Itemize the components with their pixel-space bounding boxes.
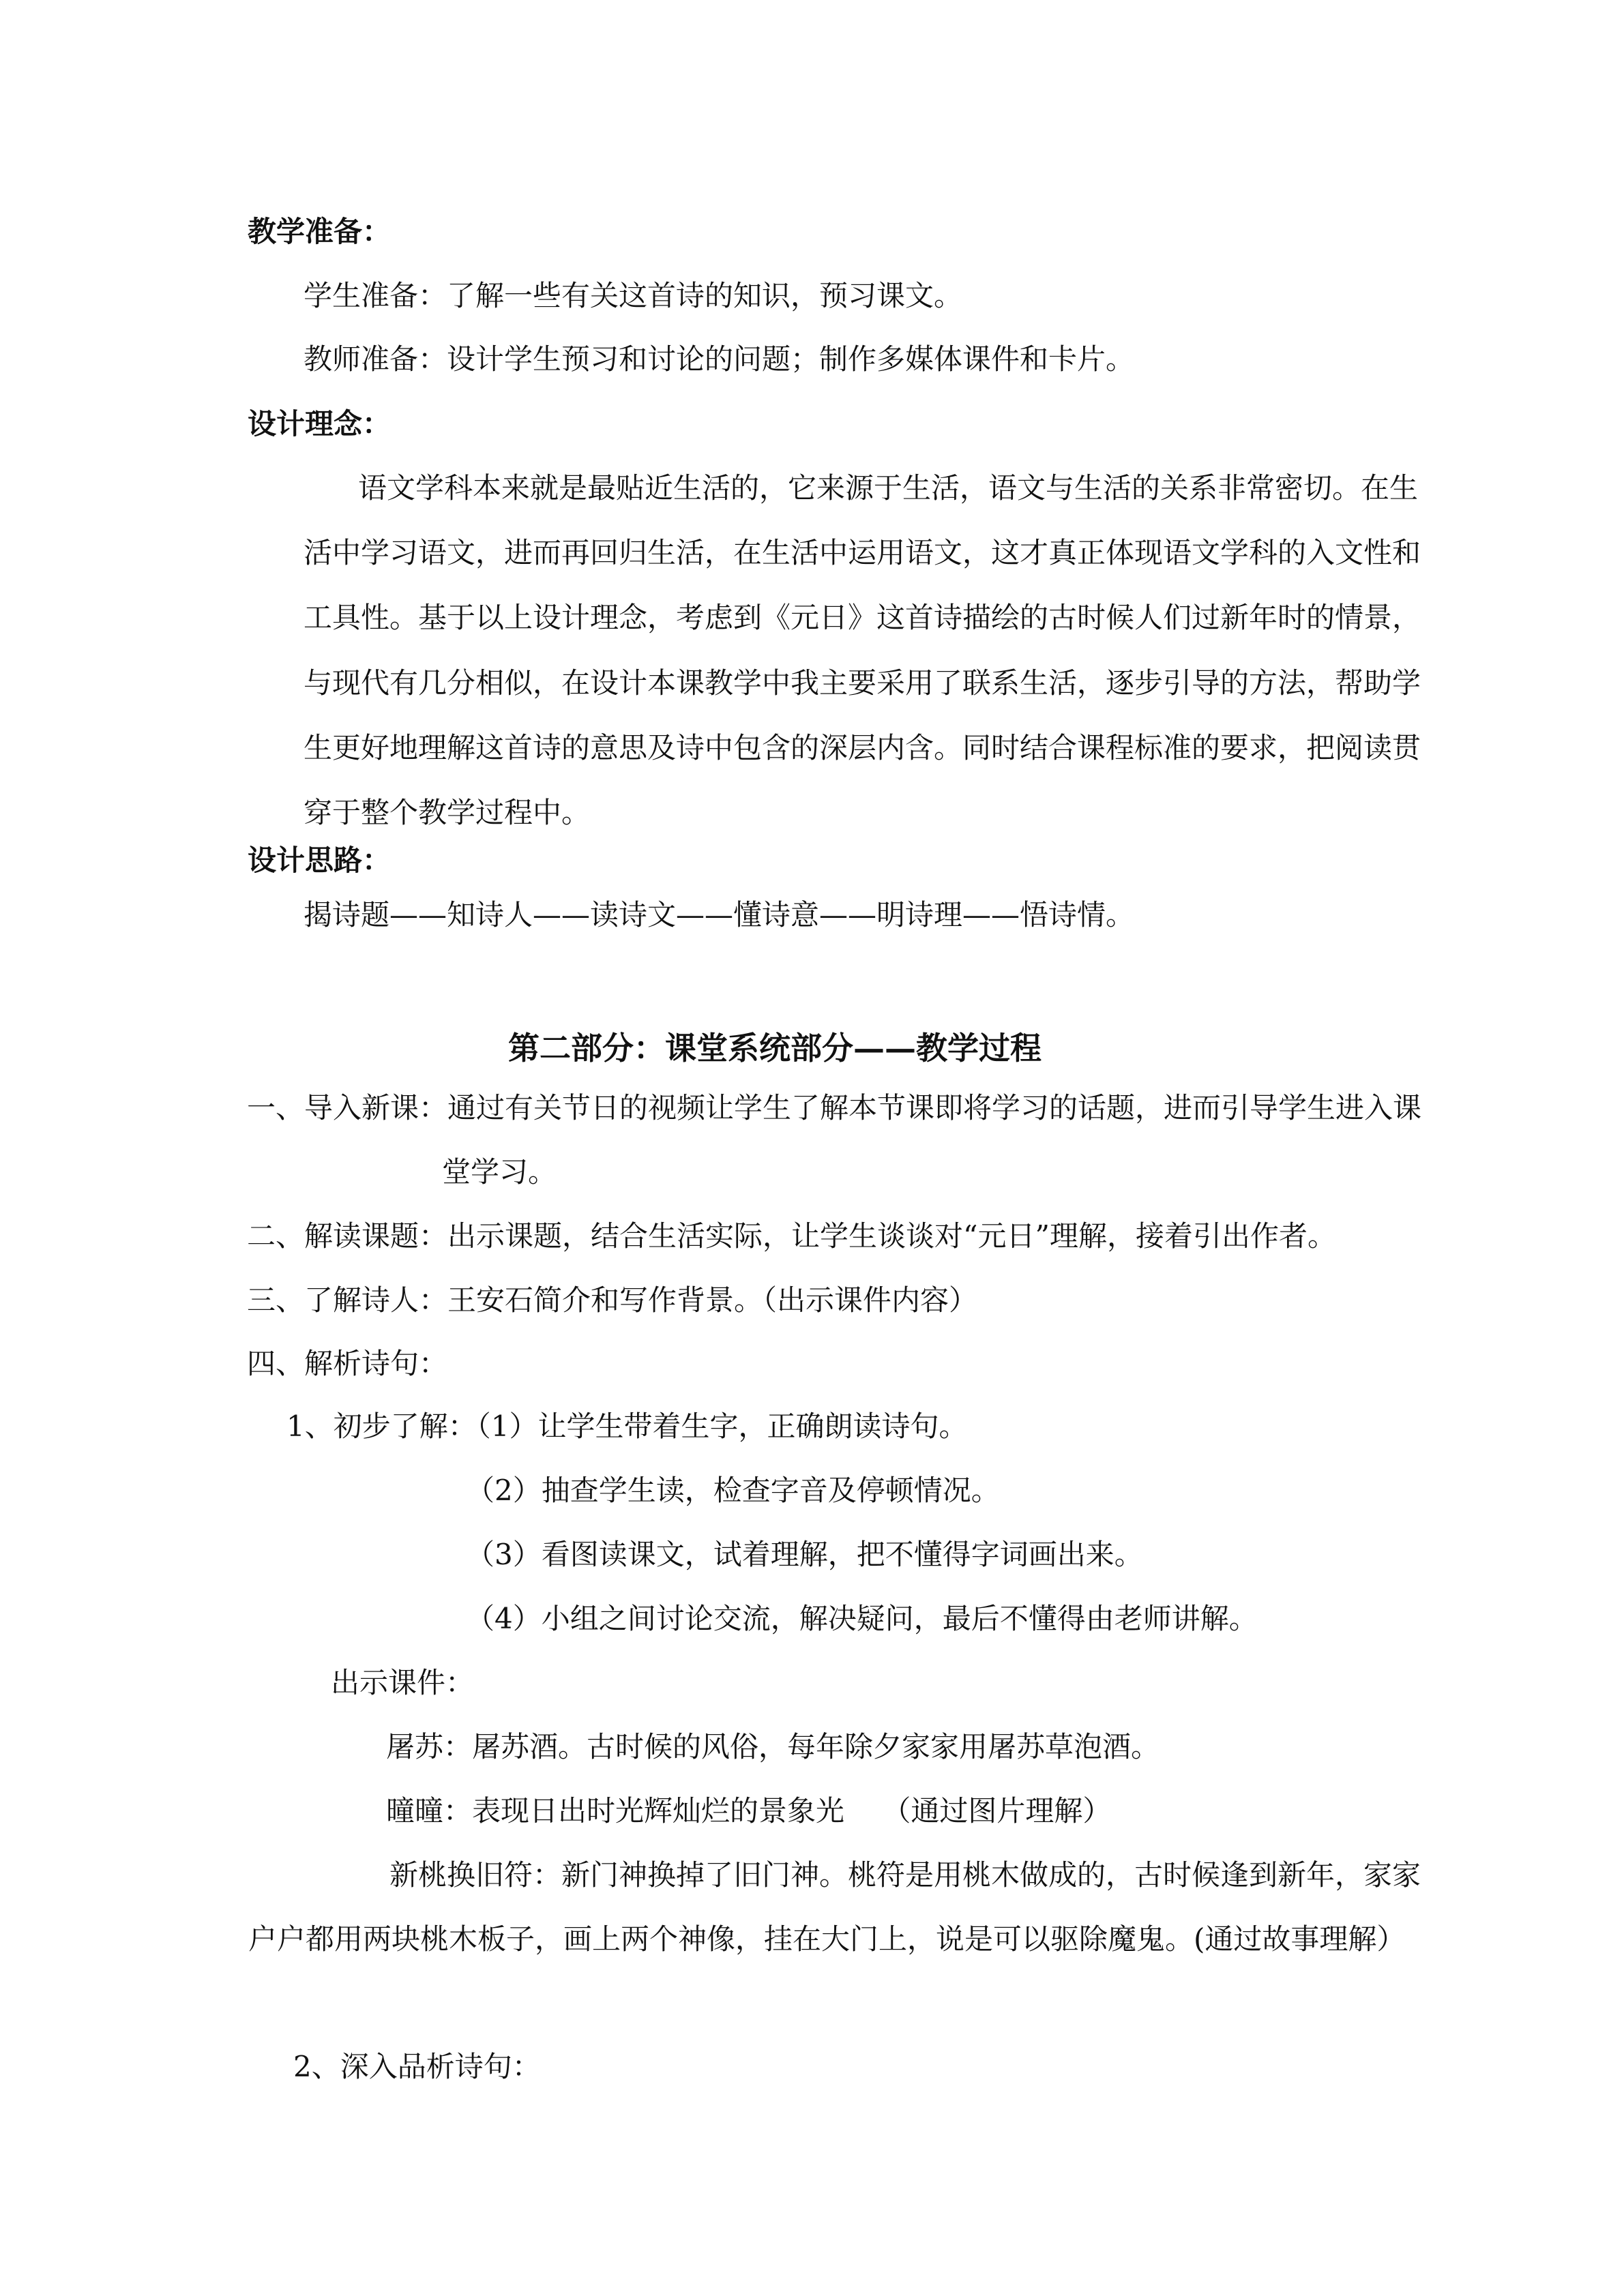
sub2: 2、深入品析诗句： bbox=[293, 2050, 541, 2083]
prep-heading: 教学准备： bbox=[248, 215, 392, 248]
approach-heading: 设计思路： bbox=[248, 844, 392, 877]
concept-line: 生更好地理解这首诗的意思及诗中包含的深层内含。同时结合课程标准的要求，把阅读贯 bbox=[304, 731, 1421, 764]
step1-line2: 堂学习。 bbox=[442, 1155, 557, 1189]
courseware-label: 出示课件： bbox=[331, 1666, 475, 1699]
part-two-title: 第二部分：课堂系统部分——教学过程 bbox=[508, 1030, 1042, 1067]
concept-line: 穿于整个教学过程中。 bbox=[304, 796, 591, 829]
approach-text: 揭诗题——知诗人——读诗文——懂诗意——明诗理——悟诗情。 bbox=[304, 898, 1135, 931]
tusu-note: 屠苏：屠苏酒。古时候的风俗，每年除夕家家用屠苏草泡酒。 bbox=[386, 1730, 1160, 1763]
sub1-item: （4）小组之间讨论交流，解决疑问，最后不懂得由老师讲解。 bbox=[466, 1602, 1258, 1635]
xintao-line1: 新桃换旧符：新门神换掉了旧门神。桃符是用桃木做成的，古时候逢到新年，家家 bbox=[389, 1858, 1421, 1892]
concept-line: 工具性。基于以上设计理念，考虑到《元日》这首诗描绘的古时候人们过新年时的情景， bbox=[304, 601, 1421, 634]
step2: 二、解读课题：出示课题，结合生活实际，让学生谈谈对“元日”理解，接着引出作者。 bbox=[247, 1219, 1336, 1253]
concept-line: 活中学习语文，进而再回归生活，在生活中运用语文，这才真正体现语文学科的入文性和 bbox=[304, 536, 1421, 569]
tongtong-note: 曈曈：表现日出时光辉灿烂的景象光 （通过图片理解） bbox=[386, 1794, 1112, 1828]
prep-student: 学生准备：了解一些有关这首诗的知识，预习课文。 bbox=[304, 279, 963, 312]
step3: 三、了解诗人：王安石简介和写作背景。（出示课件内容） bbox=[247, 1283, 978, 1317]
sub1: 1、初步了解：（1）让学生带着生字，正确朗读诗句。 bbox=[286, 1410, 968, 1443]
step1-line1: 一、导入新课：通过有关节日的视频让学生了解本节课即将学习的话题，进而引导学生进入课 bbox=[247, 1091, 1422, 1124]
concept-line: 语文学科本来就是最贴近生活的，它来源于生活，语文与生活的关系非常密切。在生 bbox=[358, 471, 1419, 505]
concept-line: 与现代有几分相似，在设计本课教学中我主要采用了联系生活，逐步引导的方法，帮助学 bbox=[304, 666, 1421, 700]
prep-teacher: 教师准备：设计学生预习和讨论的问题；制作多媒体课件和卡片。 bbox=[304, 342, 1135, 376]
step4: 四、解析诗句： bbox=[247, 1347, 448, 1380]
concept-heading: 设计理念： bbox=[248, 407, 392, 441]
sub1-item: （3）看图读课文，试着理解，把不懂得字词画出来。 bbox=[466, 1538, 1143, 1571]
xintao-line2: 户户都用两块桃木板子，画上两个神像，挂在大门上，说是可以驱除魔鬼。(通过故事理解） bbox=[248, 1922, 1406, 1956]
sub1-item: （2）抽查学生读，检查字音及停顿情况。 bbox=[466, 1474, 1000, 1507]
